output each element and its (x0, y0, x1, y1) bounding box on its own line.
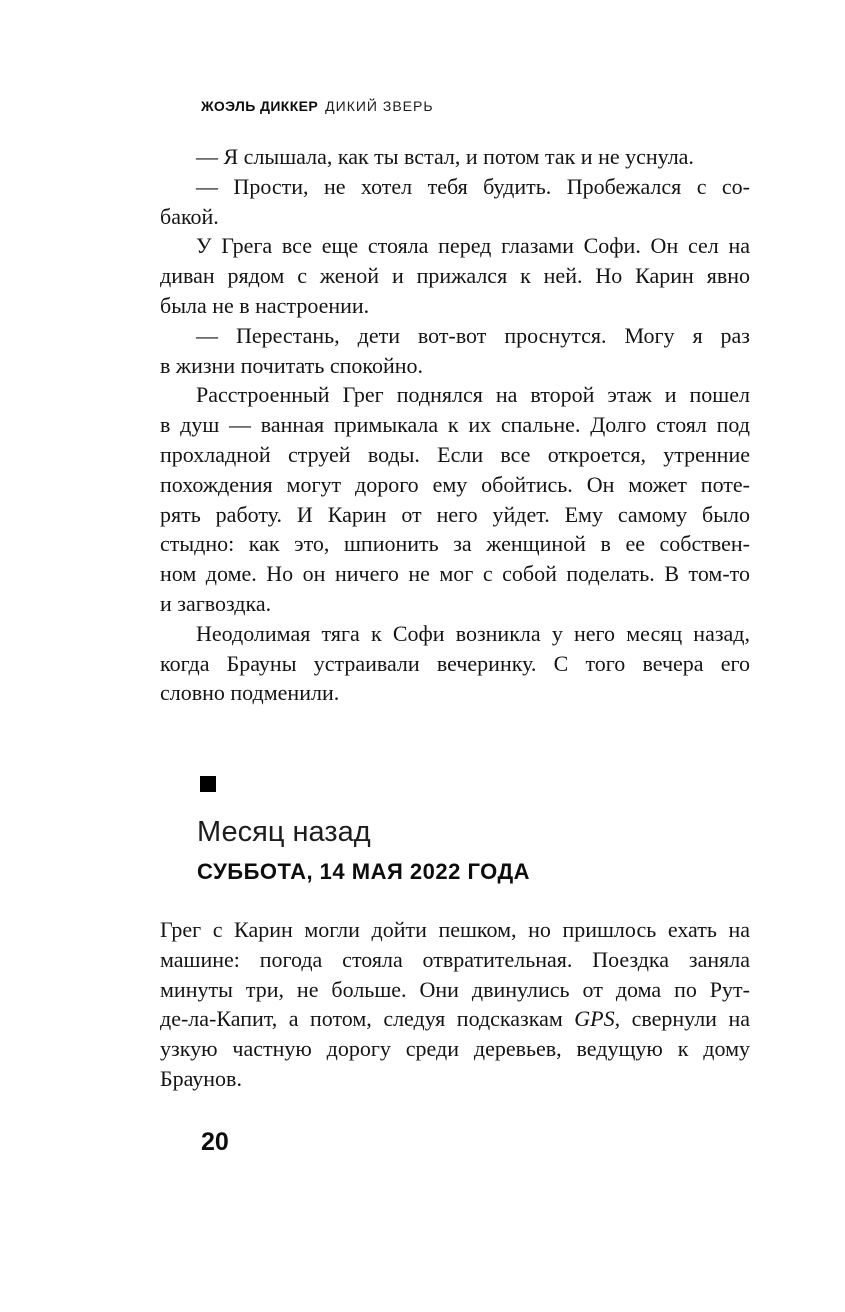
text-line: и загвоздка. (160, 590, 272, 616)
header-book-title: ДИКИЙ ЗВЕРЬ (325, 98, 434, 114)
text-line: была не в настроении. (160, 292, 370, 318)
text-line: Браунов. (160, 1065, 242, 1091)
text-line: Неодолимая тяга к Софи возникла у него месяц назад, (196, 620, 750, 646)
text-line: минуты три, не больше. Они двинулись от дома по Рут- (160, 976, 750, 1002)
running-header (201, 98, 434, 114)
text-line: У Грега все еще стояла перед глазами Софи. Он сел на (196, 233, 750, 259)
text-line: — Прости, не хотел тебя будить. Пробежался с со- (196, 173, 750, 199)
section-divider-square (200, 776, 216, 792)
text-line: ном доме. Но он ничего не мог с собой поделать. В том-то (160, 561, 750, 587)
text-line: Грег с Карин могли дойти пешком, но пришлось ехать на (160, 917, 750, 942)
text-line: — Перестань, дети вот-вот проснутся. Могу я раз (196, 322, 750, 348)
text-segment: де-ла-Капит, а потом, следуя подсказкам (160, 1006, 575, 1032)
text-line: в душ — ванная примыкала к их спальне. Долго стоял под (160, 412, 750, 438)
text-line: узкую частную дорогу среди деревьев, ведущую к дому (160, 1036, 750, 1062)
text-line (160, 1004, 750, 1034)
text-line: в жизни почитать спокойно. (160, 352, 424, 378)
text-line: — Я слышала, как ты встал, и потом так и не уснула. (196, 144, 694, 169)
body-text-block-2 (160, 915, 750, 1094)
text-line: бакой. (160, 203, 219, 229)
header-author: ЖОЭЛЬ ДИККЕР (201, 98, 319, 114)
text-line: Расстроенный Грег поднялся на второй этаж и пошел (196, 382, 750, 408)
body-text-block-1 (160, 142, 750, 708)
text-line: словно подменили. (160, 680, 340, 706)
text-line: машине: погода стояла отвратительная. Поездка заняла (160, 946, 750, 972)
text-line: похождения могут дорого ему обойтись. Он может поте- (160, 471, 750, 497)
text-segment: свернули на (620, 1006, 750, 1032)
text-line: диван рядом с женой и прижался к ней. Но Карин явно (160, 263, 750, 289)
text-line: прохладной струей воды. Если все откроется, утренние (160, 441, 750, 467)
text-line: рять работу. И Карин от него уйдет. Ему самому было (160, 501, 750, 527)
text-line: когда Брауны устраивали вечеринку. С того вечера его (160, 650, 750, 676)
text-segment-italic-gps: GPS, (574, 1006, 621, 1032)
text-line: стыдно: как это, шпионить за женщиной в ее собствен- (160, 531, 750, 557)
section-heading: Месяц назад (197, 816, 371, 848)
page-number: 20 (201, 1128, 229, 1156)
section-subheading-date: СУББОТА, 14 МАЯ 2022 ГОДА (197, 859, 531, 884)
